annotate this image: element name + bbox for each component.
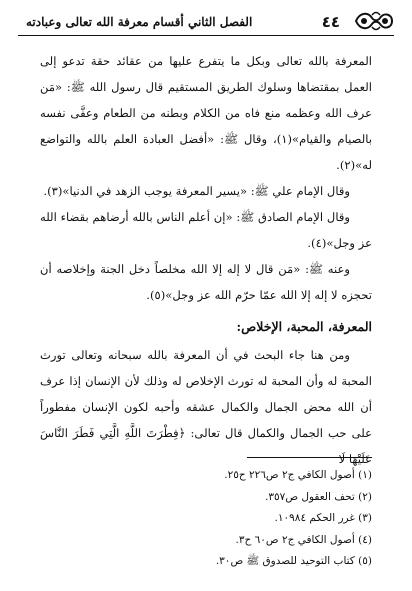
- footnote-4: (٤) أصول الكافي ج٢ ص٦٠ ح٣.: [235, 533, 372, 546]
- page-number: ٤٤: [321, 13, 340, 31]
- running-title: الفصل الثاني أقسام معرفة الله تعالى وعبادته: [26, 15, 253, 29]
- ornament-icon: [354, 10, 394, 32]
- main-text: [40, 48, 372, 472]
- page-header: [18, 8, 394, 38]
- footnote-3: (٣) غرر الحكم ١٠٩٨٤.: [274, 512, 372, 524]
- header-divider: [18, 35, 394, 36]
- paragraph-5: ومن هنا جاء البحث في أن المعرفة بالله سبحانه وتعالى تورث المحبة له وأن المحبة له تورث الإخلاص له وذلك لأن الإنسان إذا عرف أن الله محض الجمال والكمال عشقه وأحبه لكون الإنسان مفطوراً على حب الجمال والكمال قال تعالى: ﴿فِطْرَتَ اللَّهِ الَّتِي فَطَرَ النَّاسَ عَلَيْهَا لَا: [40, 348, 372, 466]
- footnote-2: (٢) تحف العقول ص٣٥٧.: [265, 490, 372, 503]
- paragraph-1: المعرفة بالله تعالى وبكل ما يتفرع عليها من عقائد حقة تدعو إلى العمل بمقتضاها وسلوك الطريق المستقيم قال رسول الله ﷺ: «مَن عرف الله وعظمه منع فاه من الكلام وبطنه من الطعام وعفَّى نفسه بالصيام والقيام»(١)، وقال ﷺ: «أفضل العبادة العلم بالله والتواضع له»(٢).: [40, 54, 372, 172]
- footnote-1: (١) أصول الكافي ج٢ ص٢٢٦ ح٢٥.: [224, 469, 372, 481]
- footnote-5: (٥) كتاب التوحيد للصدوق ﷺ ص٣٠.: [215, 555, 372, 567]
- section-heading: المعرفة، المحبة، الإخلاص:: [236, 319, 372, 334]
- paragraph-2: وقال الإمام علي ﷺ: «يسير المعرفة يوجب الزهد في الدنيا»(٣).: [43, 184, 350, 198]
- footnote-divider: [247, 457, 372, 458]
- paragraph-4: وعنه ﷺ: «مَن قال لا إله إلا الله مخلصاً دخل الجنة وإخلاصه أن تحجزه لا إله إلا الله عمّا حرّم الله عز وجل»(٥).: [40, 262, 372, 302]
- paragraph-3: وقال الإمام الصادق ﷺ: «إن أعلم الناس بالله أرضاهم بقضاء الله عز وجل»(٤).: [40, 210, 372, 250]
- footnotes: [40, 465, 372, 573]
